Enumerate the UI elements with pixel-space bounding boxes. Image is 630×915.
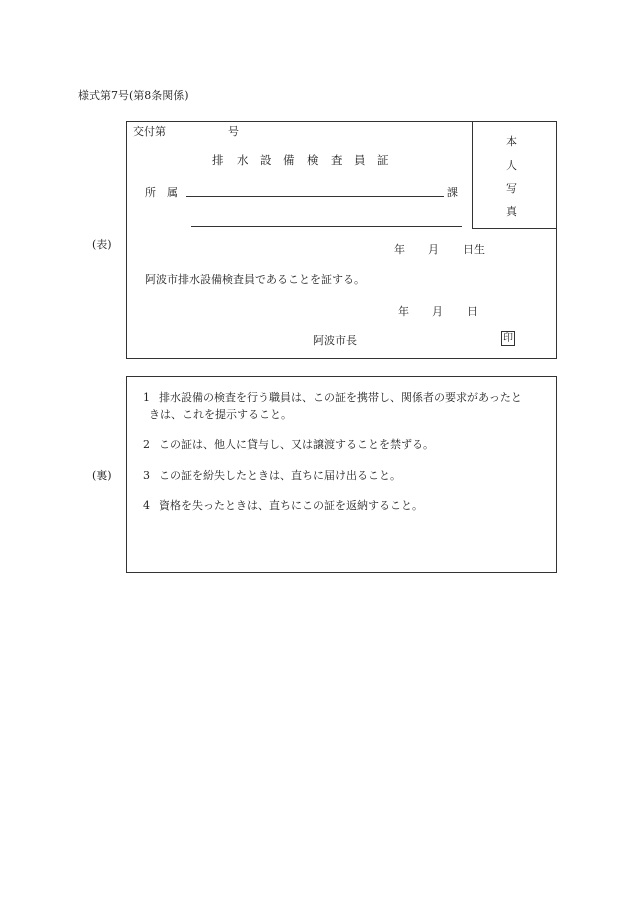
certification-text: 阿波市排水設備検査員であることを証する。 [145, 273, 365, 286]
birth-year-label: 年 [394, 243, 405, 256]
note-text: この証を紛失したときは、直ちに届け出ること。 [159, 469, 401, 482]
title-char: 検 [307, 153, 319, 167]
issue-day-label: 日 [467, 305, 478, 318]
title-char: 水 [237, 153, 249, 167]
note-number: 4 [143, 499, 150, 512]
photo-char: 真 [506, 205, 517, 218]
mayor-label: 阿波市長 [313, 334, 357, 347]
title-char: 査 [331, 153, 343, 167]
note-text-continued: きは、これを提示すること。 [149, 408, 292, 421]
note-item-2 [143, 436, 434, 453]
issue-year-label: 年 [398, 305, 409, 318]
issue-number-suffix: 号 [228, 125, 239, 138]
note-number: 3 [143, 469, 150, 482]
name-line [191, 226, 462, 227]
title-char: 設 [260, 153, 272, 167]
back-side-label: (裏) [92, 469, 112, 482]
note-number: 1 [143, 391, 150, 404]
affiliation-line [186, 196, 444, 197]
front-side-label: (表) [92, 238, 112, 251]
birth-day-label: 日生 [463, 243, 485, 256]
title-char: 備 [283, 153, 295, 167]
issue-number-prefix: 交付第 [133, 125, 166, 138]
form-number-label: 様式第7号(第8条関係) [78, 89, 189, 102]
birth-month-label: 月 [428, 243, 439, 256]
photo-char: 人 [506, 159, 517, 172]
note-text: 排水設備の検査を行う職員は、この証を携帯し、関係者の要求があったと [159, 391, 522, 404]
note-number: 2 [143, 438, 150, 451]
division-label: 課 [447, 186, 458, 199]
seal-stamp: 印 [503, 333, 513, 344]
note-item-3 [143, 467, 401, 484]
affiliation-label: 所 属 [145, 186, 178, 199]
title-char: 排 [212, 153, 224, 167]
note-item-4 [143, 497, 423, 514]
photo-char: 本 [506, 135, 517, 148]
photo-char: 写 [506, 182, 517, 195]
note-item-1 [143, 389, 522, 423]
title-char: 証 [377, 153, 389, 167]
title-char: 員 [354, 153, 366, 167]
issue-month-label: 月 [432, 305, 443, 318]
note-text: この証は、他人に貸与し、又は譲渡することを禁ずる。 [159, 438, 434, 451]
note-text: 資格を失ったときは、直ちにこの証を返納すること。 [159, 499, 423, 512]
